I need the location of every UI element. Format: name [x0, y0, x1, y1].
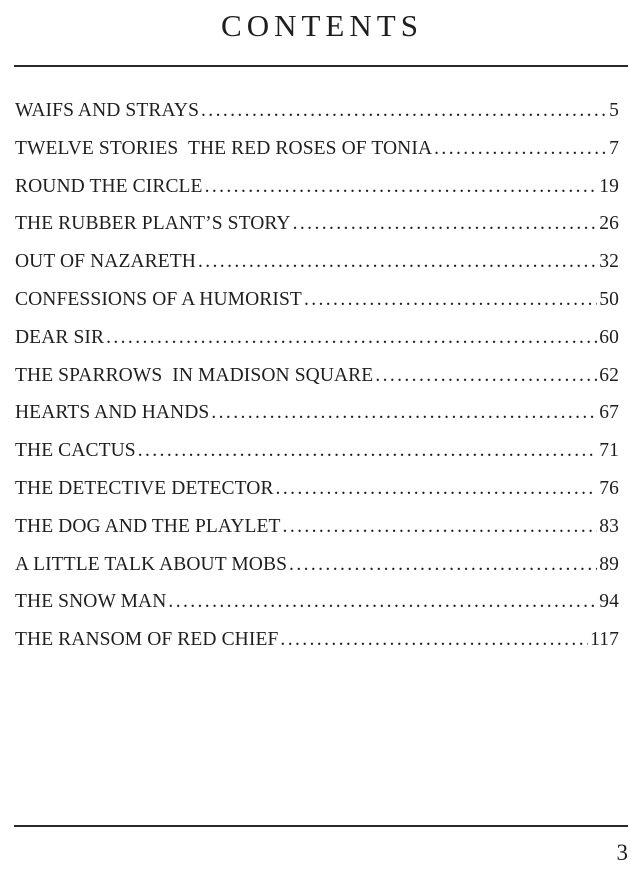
- dot-leader: [289, 546, 597, 584]
- toc-entry-page: 94: [599, 591, 619, 613]
- dot-leader: [106, 319, 597, 357]
- toc-entry: [15, 583, 619, 621]
- toc-entry: [15, 243, 619, 281]
- toc-entry-title: THE RUBBER PLANT’S STORY: [15, 213, 291, 235]
- toc-entry: [15, 130, 619, 168]
- toc-entry-page: 83: [599, 515, 619, 537]
- toc-entry: [15, 357, 619, 395]
- dot-leader: [138, 432, 598, 470]
- toc-entry-page: 76: [599, 477, 619, 499]
- toc-entry: [15, 508, 619, 546]
- toc-entry-page: 7: [609, 137, 619, 159]
- page-title: CONTENTS: [221, 8, 423, 43]
- toc-entry-page: 67: [599, 402, 619, 424]
- toc-entry-page: 19: [599, 175, 619, 197]
- toc-entry-page: 32: [599, 251, 619, 273]
- toc-entry: [15, 394, 619, 432]
- toc-entry: [15, 205, 619, 243]
- toc-entry-title: HEARTS AND HANDS: [15, 402, 210, 424]
- toc-entry-title: CONFESSIONS OF A HUMORIST: [15, 288, 302, 310]
- dot-leader: [211, 394, 597, 432]
- toc-entry-title: THE DOG AND THE PLAYLET: [15, 515, 281, 537]
- dot-leader: [375, 357, 597, 395]
- dot-leader: [434, 130, 607, 168]
- toc-entry-title: THE RANSOM OF RED CHIEF: [15, 629, 279, 651]
- toc-entry-page: 5: [609, 100, 619, 121]
- toc-entry-title: A LITTLE TALK ABOUT MOBS: [15, 553, 288, 575]
- toc-entry-page: 50: [599, 288, 619, 310]
- dot-leader: [276, 470, 598, 508]
- toc-entry: [15, 92, 619, 130]
- toc-entry-page: 89: [599, 553, 619, 575]
- dot-leader: [293, 205, 598, 243]
- toc-entry: [15, 432, 619, 470]
- toc-entry-page: 71: [599, 440, 619, 462]
- toc-entry-page: 117: [590, 629, 619, 651]
- toc-entry: [15, 621, 619, 659]
- toc-entry-title: THE SPARROWS IN MADISON SQUARE: [15, 364, 374, 386]
- toc-entry-page: 60: [599, 326, 619, 348]
- dot-leader: [201, 92, 607, 130]
- dot-leader: [168, 583, 597, 621]
- toc-entry: [15, 546, 619, 584]
- dot-leader: [304, 281, 597, 319]
- bottom-divider: [14, 825, 628, 827]
- toc-entry: [15, 470, 619, 508]
- toc-entry: [15, 319, 619, 357]
- page-number: 3: [616, 840, 628, 865]
- toc-entry-title: THE DETECTIVE DETECTOR: [15, 477, 274, 499]
- toc-entry-title: THE SNOW MAN: [15, 591, 167, 613]
- top-divider: [14, 65, 628, 67]
- toc-entry: [15, 281, 619, 319]
- toc-entry-title: TWELVE STORIES THE RED ROSES OF TONIA: [15, 137, 433, 159]
- toc-entry-page: 62: [599, 364, 619, 386]
- dot-leader: [280, 621, 588, 659]
- toc-entry-title: ROUND THE CIRCLE: [15, 175, 203, 197]
- toc-entry-title: WAIFS AND STRAYS: [15, 100, 200, 121]
- dot-leader: [205, 168, 598, 206]
- dot-leader: [198, 243, 597, 281]
- toc-entry-page: 26: [599, 213, 619, 235]
- toc-entry-title: DEAR SIR: [15, 326, 105, 348]
- table-of-contents: [15, 92, 619, 659]
- toc-entry: [15, 168, 619, 206]
- toc-entry-title: OUT OF NAZARETH: [15, 251, 196, 273]
- dot-leader: [283, 508, 598, 546]
- toc-entry-title: THE CACTUS: [15, 440, 136, 462]
